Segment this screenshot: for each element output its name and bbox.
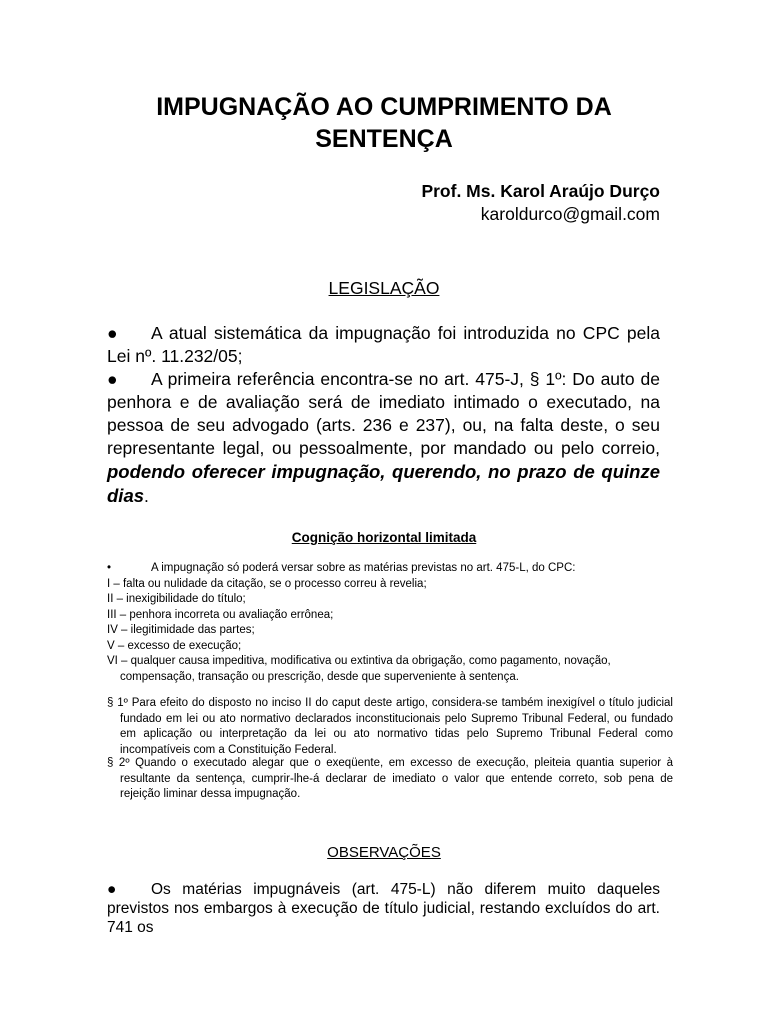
section-heading-legislacao: LEGISLAÇÃO xyxy=(328,278,440,298)
paragraph-observacoes-1 xyxy=(107,880,660,937)
section-heading-cognicao: Cognição horizontal limitada xyxy=(291,530,477,545)
bullet-icon: ● xyxy=(107,323,118,343)
paragraph-end: . xyxy=(144,486,149,506)
document-title xyxy=(100,91,668,155)
list-item: I – falta ou nulidade da citação, se o processo correu à revelia; xyxy=(107,577,427,590)
paragraph-section-1: § 1º Para efeito do disposto no inciso II do caput deste artigo, considera-se também inexigível o título judicial fundado em lei ou ato normativo declarados inconstitucionais pelo Supremo Tribunal Federal, ou fundado em aplicação ou interpretação da lei ou ato normativo tidas pelo Supremo Tribunal Federal como incompatíveis com a Constituição Federal. xyxy=(107,697,673,756)
author-name: Prof. Ms. Karol Araújo Durço xyxy=(421,181,660,201)
bullet-icon: • xyxy=(107,562,112,574)
list-item: V – excesso de execução; xyxy=(107,639,242,652)
title-line-1: IMPUGNAÇÃO AO CUMPRIMENTO DA xyxy=(156,93,612,121)
title-line-2: SENTENÇA xyxy=(315,125,453,153)
author-block xyxy=(421,180,660,226)
author-email: karoldurco@gmail.com xyxy=(480,204,660,224)
list-item: III – penhora incorreta ou avaliação errônea; xyxy=(107,608,334,621)
section-heading-observacoes: OBSERVAÇÕES xyxy=(327,844,441,861)
paragraph-text: Os matérias impugnáveis (art. 475-L) não diferem muito daqueles previstos nos embargos à execução de título judicial, restando excluídos do art. 741 os xyxy=(107,881,660,936)
materias-list xyxy=(107,561,660,685)
paragraph-section-2: § 2º Quando o executado alegar que o exeqüente, em excesso de execução, pleiteia quantia superior à resultante da sentença, cumprir-lhe-á declarar de imediato o valor que entende correto, sob pena de rejeição liminar dessa impugnação. xyxy=(107,757,673,800)
paragraph-legislacao-1 xyxy=(107,322,660,368)
list-item: II – inexigibilidade do título; xyxy=(107,593,246,605)
list-item: VI – qualquer causa impeditiva, modificativa ou extintiva da obrigação, como pagamento, novação, compensação, transação ou prescrição, desde que superveniente à sentença. xyxy=(107,655,611,683)
list-lead-text: A impugnação só poderá versar sobre as matérias previstas no art. 475-L, do CPC: xyxy=(151,562,576,574)
bullet-icon: ● xyxy=(107,881,117,898)
paragraph-text: A primeira referência encontra-se no art. 475-J, § 1º: Do auto de penhora e de avaliação será de imediato intimado o executado, na pessoa de seu advogado (arts. 236 e 237), ou, na falta deste, o seu representante legal, ou pessoalmente, por mandado ou pelo correio, xyxy=(107,369,660,458)
paragraph-legislacao-2 xyxy=(107,368,660,508)
bullet-icon: ● xyxy=(107,369,118,389)
list-lead xyxy=(107,561,660,577)
list-item: IV – ilegitimidade das partes; xyxy=(107,624,255,636)
emphasized-text: podendo oferecer impugnação, querendo, no prazo de quinze dias xyxy=(107,461,660,506)
paragraph-text: A atual sistemática da impugnação foi introduzida no CPC pela Lei nº. 11.232/05; xyxy=(107,323,660,366)
